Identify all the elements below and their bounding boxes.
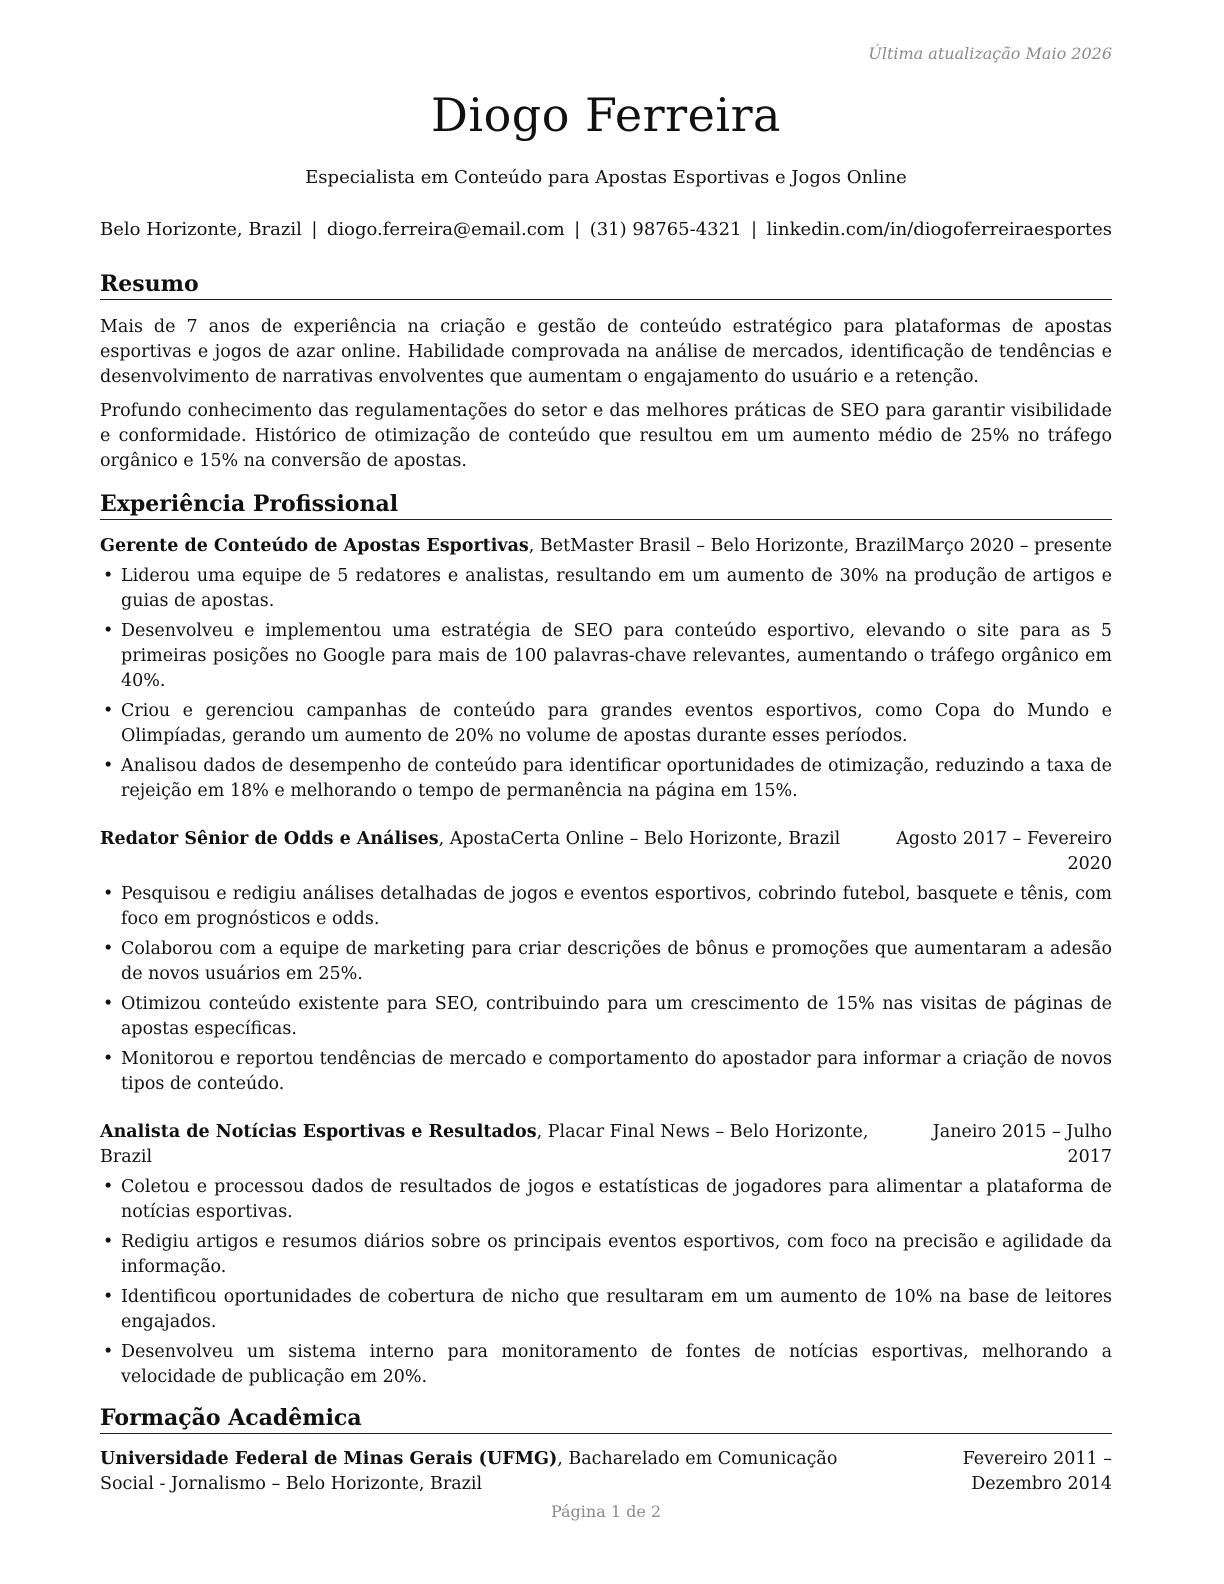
bullet-item [100,1340,1112,1390]
bullet-item [100,564,1112,614]
job-title-line [100,827,840,852]
contact-linkedin[interactable]: linkedin.com/in/diogoferreiraesportes [766,219,1112,240]
contact-phone[interactable]: (31) 98765-4321 [589,219,742,240]
contact-separator: | [574,219,581,240]
job-dates: Agosto 2017 – Fevereiro 2020 [896,829,1112,874]
job-title-line [100,534,907,559]
bullet-icon: • [103,756,114,776]
bullet-icon: • [103,994,114,1014]
bullet-item [100,1230,1112,1280]
bullet-icon: • [103,1287,114,1307]
job-header [100,534,1112,559]
candidate-name: Diogo Ferreira [430,88,781,142]
education-line [100,1447,860,1497]
bullet-text: Liderou uma equipe de 5 redatores e analistas, resultando em um aumento de 30% na produção de artigos e guias de apostas. [121,566,1112,611]
resume-page [100,0,1112,1584]
job-bullets [100,564,1112,804]
section-title-education: Formação Acadêmica [100,1404,1112,1434]
bullet-item [100,754,1112,804]
contact-location: Belo Horizonte, Brazil [100,219,302,240]
summary-paragraph: Profundo conhecimento das regulamentações do setor e das melhores práticas de SEO para garantir visibilidade e conformidade. Histórico de otimização de conteúdo que resultou em um aumento médio de 25% no tráfego orgânico e 15% na conversão de apostas. [100,401,1112,471]
job-role: Redator Sênior de Odds e Análises [100,829,439,849]
job-entry [100,534,1112,804]
bullet-text: Colaborou com a equipe de marketing para criar descrições de bônus e promoções que aumentaram a adesão de novos usuários em 25%. [121,939,1112,984]
bullet-text: Otimizou conteúdo existente para SEO, contribuindo para um crescimento de 15% nas visitas de páginas de apostas específicas. [121,994,1112,1039]
contact-separator: | [311,219,318,240]
contact-email[interactable]: diogo.ferreira@email.com [326,219,565,240]
bullet-item [100,992,1112,1042]
bullet-icon: • [103,701,114,721]
bullet-item [100,882,1112,932]
bullet-text: Criou e gerenciou campanhas de conteúdo para grandes eventos esportivos, como Copa do Mundo e Olimpíadas, gerando um aumento de 20% no volume de apostas durante esses períodos. [121,701,1112,746]
bullet-item [100,1047,1112,1097]
bullet-item [100,619,1112,694]
resume-content [100,270,1112,1497]
section-title-summary: Resumo [100,270,1112,300]
bullet-text: Analisou dados de desempenho de conteúdo para identificar oportunidades de otimização, reduzindo a taxa de rejeição em 18% e melhorando o tempo de permanência na página em 15%. [121,756,1112,801]
bullet-icon: • [103,1049,114,1069]
bullet-text: Identificou oportunidades de cobertura de nicho que resultaram em um aumento de 10% na base de leitores engajados. [121,1287,1112,1332]
contact-line [100,219,1112,240]
contact-separator: | [750,219,758,240]
job-bullets [100,882,1112,1097]
job-company: , Placar Final News – Belo Horizonte, Brazil [100,1122,869,1167]
bullet-icon: • [103,566,114,586]
summary-paragraph: Mais de 7 anos de experiência na criação e gestão de conteúdo estratégico para plataformas de apostas esportivas e jogos de azar online. Habilidade comprovada na análise de mercados, identificação de tendências e desenvolvimento de narrativas envolventes que aumentam o engajamento do usuário e a retenção. [100,317,1112,387]
bullet-icon: • [103,1232,114,1252]
job-entry [100,827,1112,1097]
bullet-icon: • [103,884,114,904]
job-dates: Janeiro 2015 – Julho 2017 [932,1122,1112,1167]
bullet-text: Desenvolveu um sistema interno para monitoramento de fontes de notícias esportivas, melhorando a velocidade de publicação em 20%. [121,1342,1112,1387]
headline: Especialista em Conteúdo para Apostas Esportivas e Jogos Online [305,167,907,188]
job-role: Analista de Notícias Esportivas e Resultados [100,1122,537,1142]
job-company: , BetMaster Brasil – Belo Horizonte, Brazil [528,536,907,556]
job-company: , ApostaCerta Online – Belo Horizonte, Brazil [438,829,841,849]
bullet-icon: • [103,939,114,959]
bullet-text: Redigiu artigos e resumos diários sobre os principais eventos esportivos, com foco na precisão e agilidade da informação. [121,1232,1112,1277]
page-number: Página 1 de 2 [550,1502,662,1521]
section-title-experience: Experiência Profissional [100,490,1112,520]
bullet-icon: • [103,1177,114,1197]
job-entry [100,1120,1112,1390]
education-school: Universidade Federal de Minas Gerais (UFMG) [100,1449,558,1469]
bullet-item [100,937,1112,987]
bullet-icon: • [103,621,114,641]
job-title-line [100,1120,892,1170]
bullet-item [100,1285,1112,1335]
bullet-text: Monitorou e reportou tendências de mercado e comportamento do apostador para informar a criação de novos tipos de conteúdo. [121,1049,1112,1094]
job-bullets [100,1175,1112,1390]
bullet-icon: • [103,1342,114,1362]
bullet-item [100,1175,1112,1225]
job-header [100,1120,1112,1170]
education-entry [100,1447,1112,1497]
education-dates: Fevereiro 2011 – Dezembro 2014 [962,1449,1112,1494]
bullet-item [100,699,1112,749]
job-dates: Março 2020 – presente [907,536,1112,556]
job-role: Gerente de Conteúdo de Apostas Esportivas [100,536,529,556]
job-header [100,827,1112,877]
last-updated: Última atualização Maio 2026 [868,44,1112,63]
bullet-text: Pesquisou e redigiu análises detalhadas de jogos e eventos esportivos, cobrindo futebol, basquete e tênis, com foco em prognósticos e odds. [121,884,1112,929]
bullet-text: Coletou e processou dados de resultados de jogos e estatísticas de jogadores para alimentar a plataforma de notícias esportivas. [121,1177,1112,1222]
education-degree: , Bacharelado em Comunicação Social - Jornalismo – Belo Horizonte, Brazil [100,1449,838,1494]
bullet-text: Desenvolveu e implementou uma estratégia de SEO para conteúdo esportivo, elevando o site para as 5 primeiras posições no Google para mais de 100 palavras-chave relevantes, aumentando o tráfego orgânico em 40%. [121,621,1112,691]
